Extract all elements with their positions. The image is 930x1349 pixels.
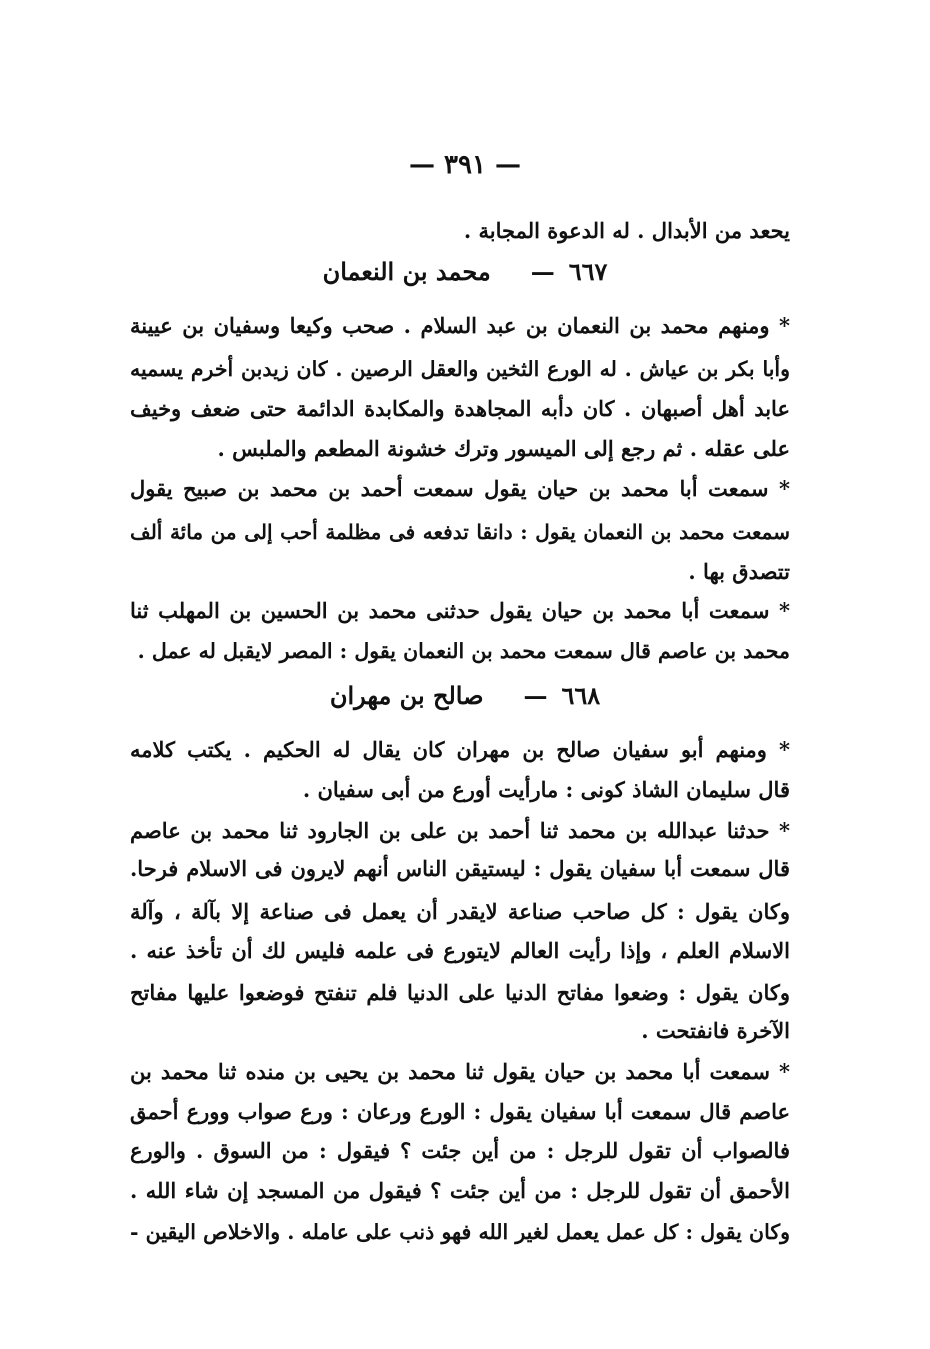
body-line: قال سليمان الشاذ كونى : مارأيت أورع من أبى سفيان . [302, 777, 790, 802]
body-line: وكان يقول : وضعوا مفاتح الدنيا على الدنيا فلم تنفتح فوضعوا عليها مفاتح [130, 980, 790, 1005]
entry-heading-667 [0, 252, 930, 292]
body-line: الأحمق أن تقول للرجل : من أين جئت ؟ فيقول من المسجد إن شاء الله . [130, 1178, 790, 1203]
body-line: عابد أهل أصبهان . كان دأبه المجاهدة والمكابدة الدائمة حتى ضعف وخيف [130, 396, 790, 421]
entry-name: صالح بن مهران [329, 681, 484, 710]
entry-number: ٦٦٨ [561, 681, 601, 710]
heading-dash: — [530, 257, 555, 286]
body-line: قال سمعت أبا سفيان يقول : ليستيقن الناس أنهم لايرون فى الاسلام فرحا. [130, 856, 790, 881]
body-line: سمعت محمد بن النعمان يقول : دانقا تدفعه فى مظلمة أحب إلى من مائة ألف [130, 520, 790, 544]
body-line: عاصم قال سمعت أبا سفيان يقول : الورع ورعان : ورع صواب وورع أحمق [130, 1099, 790, 1124]
page-number: — ٣٩١ — [408, 150, 522, 180]
body-line: وكان يقول : كل عمل يعمل لغير الله فهو ذنب على عامله . والاخلاص اليقين - [130, 1220, 790, 1244]
body-line: * ومنهم أبو سفيان صالح بن مهران كان يقال له الحكيم . يكتب كلامه [130, 737, 790, 762]
heading-dash: — [523, 681, 548, 710]
body-line: * حدثنا عبدالله بن محمد ثنا أحمد بن على بن الجارود ثنا محمد بن عاصم [130, 818, 790, 843]
body-line: على عقله . ثم رجع إلى الميسور وترك خشونة المطعم والملبس . [217, 436, 790, 461]
body-line: * سمعت أبا محمد بن حيان يقول سمعت أحمد بن محمد بن صبيح يقول [130, 476, 790, 501]
body-line: * سمعت أبا محمد بن حيان يقول حدثنى محمد بن الحسين بن المهلب ثنا [130, 598, 790, 623]
entry-number: ٦٦٧ [568, 257, 608, 286]
body-line: وأبا بكر بن عياش . له الورع الثخين والعقل الرصين . كان زيدبن أخرم يسميه [130, 357, 790, 381]
body-line: * سمعت أبا محمد بن حيان يقول ثنا محمد بن يحيى بن منده ثنا محمد بن [130, 1059, 790, 1084]
body-line: يحعد من الأبدال . له الدعوة المجابة . [463, 218, 790, 243]
body-line: * ومنهم محمد بن النعمان بن عبد السلام . صحب وكيعا وسفيان بن عيينة [130, 313, 790, 338]
entry-name: محمد بن النعمان [322, 257, 491, 286]
body-line: تتصدق بها . [688, 559, 790, 584]
body-line: فالصواب أن تقول للرجل : من أين جئت ؟ فيقول : من السوق . والورع [130, 1138, 790, 1163]
entry-heading-668 [0, 676, 930, 716]
body-line: محمد بن عاصم قال سمعت محمد بن النعمان يقول : المصر لايقبل له عمل . [137, 639, 790, 663]
body-line: وكان يقول : كل صاحب صناعة لايقدر أن يعمل فى صناعة إلا بآلة ، وآلة [130, 899, 790, 924]
body-line: الاسلام العلم ، وإذا رأيت العالم لايتورع فى علمه فليس لك أن تأخذ عنه . [130, 938, 790, 963]
body-line: الآخرة فانفتحت . [641, 1018, 790, 1043]
